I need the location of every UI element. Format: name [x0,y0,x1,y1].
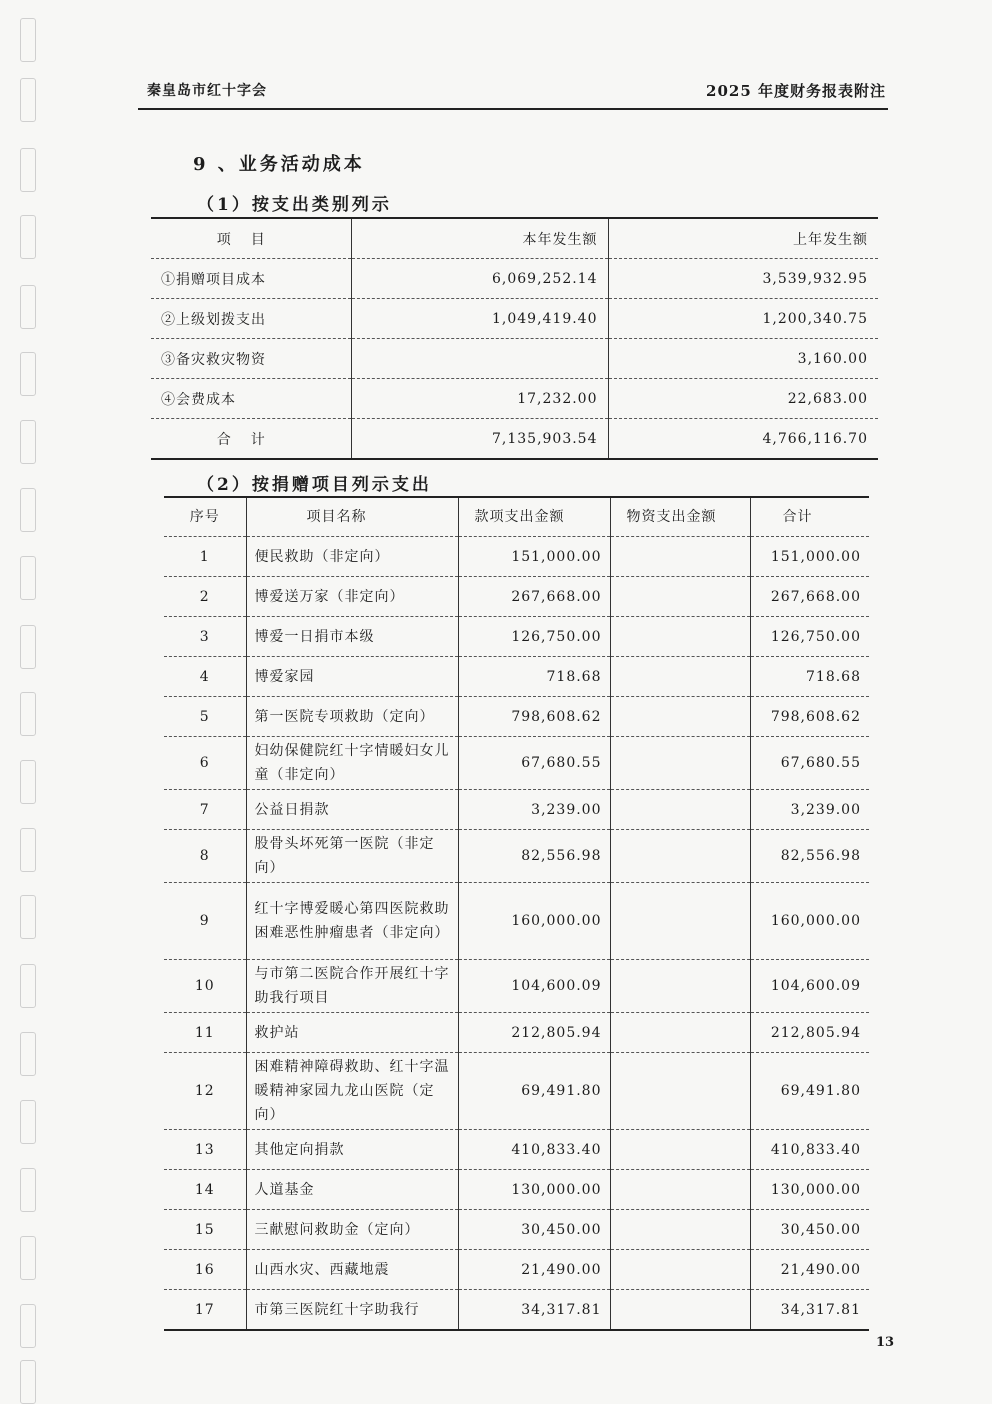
row-seq: 10 [164,960,246,1013]
row-cash: 151,000.00 [458,537,610,577]
row-total: 718.68 [750,657,869,697]
row-cash: 82,556.98 [458,830,610,883]
row-cash: 21,490.00 [458,1250,610,1290]
row-material [610,657,750,697]
row-cash: 212,805.94 [458,1013,610,1053]
row-cash: 798,608.62 [458,697,610,737]
row-cash: 410,833.40 [458,1130,610,1170]
report-title: 2025 年度财务报表附注 [706,82,886,100]
row-seq: 17 [164,1290,246,1331]
row-material [610,1053,750,1130]
total-label: 合计 [151,419,351,460]
row-total: 798,608.62 [750,697,869,737]
row-project-name: 股骨头坏死第一医院（非定向） [246,830,458,883]
row-project-name: 博爱送万家（非定向） [246,577,458,617]
row-seq: 6 [164,737,246,790]
row-project-name: 妇幼保健院红十字情暖妇女儿童（非定向） [246,737,458,790]
row-project-name: 三献慰问救助金（定向） [246,1210,458,1250]
binding-holes [20,0,42,1403]
header-cash-amount: 款项支出金额 [458,497,610,537]
row-item: ①捐赠项目成本 [151,259,351,299]
row-project-name: 公益日捐款 [246,790,458,830]
row-seq: 5 [164,697,246,737]
row-seq: 16 [164,1250,246,1290]
row-total: 130,000.00 [750,1170,869,1210]
table-row [164,697,869,737]
row-material [610,577,750,617]
header-total: 合计 [750,497,869,537]
table-row [164,1170,869,1210]
row-total: 160,000.00 [750,883,869,960]
row-material [610,883,750,960]
row-cash: 160,000.00 [458,883,610,960]
row-material [610,1290,750,1331]
cost-by-category-table [151,217,878,460]
row-material [610,737,750,790]
header-current-year: 本年发生额 [351,218,608,259]
row-cash: 3,239.00 [458,790,610,830]
table-row [151,299,878,339]
row-total: 34,317.81 [780,1301,861,1318]
row-prior: 1,200,340.75 [608,299,878,339]
row-prior: 22,683.00 [608,379,878,419]
table-row [164,1290,869,1331]
table-row [151,379,878,419]
table-row [164,537,869,577]
row-project-name: 其他定向捐款 [246,1130,458,1170]
row-total: 212,805.94 [750,1013,869,1053]
row-project-name: 便民救助（非定向） [246,537,458,577]
row-material [610,790,750,830]
row-current: 17,232.00 [351,379,608,419]
row-seq: 3 [164,617,246,657]
table-header-row [151,218,878,259]
header-prior-year: 上年发生额 [608,218,878,259]
row-total: 69,491.80 [750,1053,869,1130]
table-row [164,883,869,960]
header-project-name: 项目名称 [246,497,458,537]
table-row [164,960,869,1013]
header-seq: 序号 [164,497,246,537]
table-row [151,339,878,379]
row-material [610,1130,750,1170]
table-row [164,657,869,697]
row-total: 67,680.55 [750,737,869,790]
header-item: 项目 [151,218,351,259]
header-material-amount: 物资支出金额 [610,497,750,537]
row-prior: 3,539,932.95 [608,259,878,299]
row-project-name: 人道基金 [246,1170,458,1210]
row-cash: 30,450.00 [458,1210,610,1250]
row-total: 82,556.98 [750,830,869,883]
row-project-name: 救护站 [246,1013,458,1053]
row-seq: 11 [164,1013,246,1053]
row-project-name: 困难精神障碍救助、红十字温暖精神家园九龙山医院（定向） [246,1053,458,1130]
row-total: 3,239.00 [750,790,869,830]
total-row [151,419,878,460]
row-item: ②上级划拨支出 [151,299,351,339]
row-cash: 130,000.00 [458,1170,610,1210]
section-title: 9 、业务活动成本 [193,154,365,175]
row-project-name: 红十字博爱暖心第四医院救助困难恶性肿瘤患者（非定向） [246,883,458,960]
row-cash: 267,668.00 [458,577,610,617]
page-number: 13 [876,1335,895,1350]
table-row [164,1130,869,1170]
row-material [610,1250,750,1290]
table-row [164,577,869,617]
row-item: ④会费成本 [151,379,351,419]
row-material [610,617,750,657]
table1-subtitle: （1）按支出类别列示 [197,195,392,215]
total-prior: 4,766,116.70 [762,430,868,447]
total-current: 7,135,903.54 [351,419,608,460]
row-project-name: 博爱一日捐市本级 [246,617,458,657]
row-total: 104,600.09 [750,960,869,1013]
row-project-name: 山西水灾、西藏地震 [246,1250,458,1290]
row-project-name: 与市第二医院合作开展红十字助我行项目 [246,960,458,1013]
table-row [164,617,869,657]
row-seq: 15 [164,1210,246,1250]
row-project-name: 市第三医院红十字助我行 [246,1290,458,1331]
row-material [610,830,750,883]
row-total: 151,000.00 [750,537,869,577]
row-seq: 7 [164,790,246,830]
row-total: 21,490.00 [750,1250,869,1290]
row-material [610,1210,750,1250]
row-total: 126,750.00 [750,617,869,657]
table-row [151,259,878,299]
table-row [164,1013,869,1053]
row-seq: 13 [164,1130,246,1170]
row-seq: 12 [164,1053,246,1130]
table-row [164,830,869,883]
cost-by-project-table [164,496,869,1331]
row-total: 410,833.40 [750,1130,869,1170]
row-current: 6,069,252.14 [351,259,608,299]
row-seq: 4 [164,657,246,697]
row-seq: 8 [164,830,246,883]
row-seq: 2 [164,577,246,617]
header-rule [138,108,888,110]
row-total: 267,668.00 [750,577,869,617]
row-cash: 34,317.81 [458,1290,610,1331]
row-project-name: 第一医院专项救助（定向） [246,697,458,737]
row-material [610,960,750,1013]
row-seq: 9 [164,883,246,960]
table-row [164,1250,869,1290]
organization-name: 秦皇岛市红十字会 [147,83,267,99]
row-current: 1,049,419.40 [351,299,608,339]
row-seq: 14 [164,1170,246,1210]
row-cash: 126,750.00 [458,617,610,657]
row-material [610,1013,750,1053]
table-row [164,737,869,790]
table-row [164,1210,869,1250]
table-row [164,1053,869,1130]
row-total: 30,450.00 [750,1210,869,1250]
row-material [610,537,750,577]
row-cash: 104,600.09 [458,960,610,1013]
table-header-row [164,497,869,537]
table2-subtitle: （2）按捐赠项目列示支出 [197,475,432,495]
row-cash: 69,491.80 [458,1053,610,1130]
row-seq: 1 [164,537,246,577]
row-material [610,1170,750,1210]
row-current [351,339,608,379]
row-material [610,697,750,737]
row-cash: 67,680.55 [458,737,610,790]
row-item: ③备灾救灾物资 [151,339,351,379]
row-cash: 718.68 [458,657,610,697]
table-row [164,790,869,830]
row-prior: 3,160.00 [608,339,878,379]
row-project-name: 博爱家园 [246,657,458,697]
